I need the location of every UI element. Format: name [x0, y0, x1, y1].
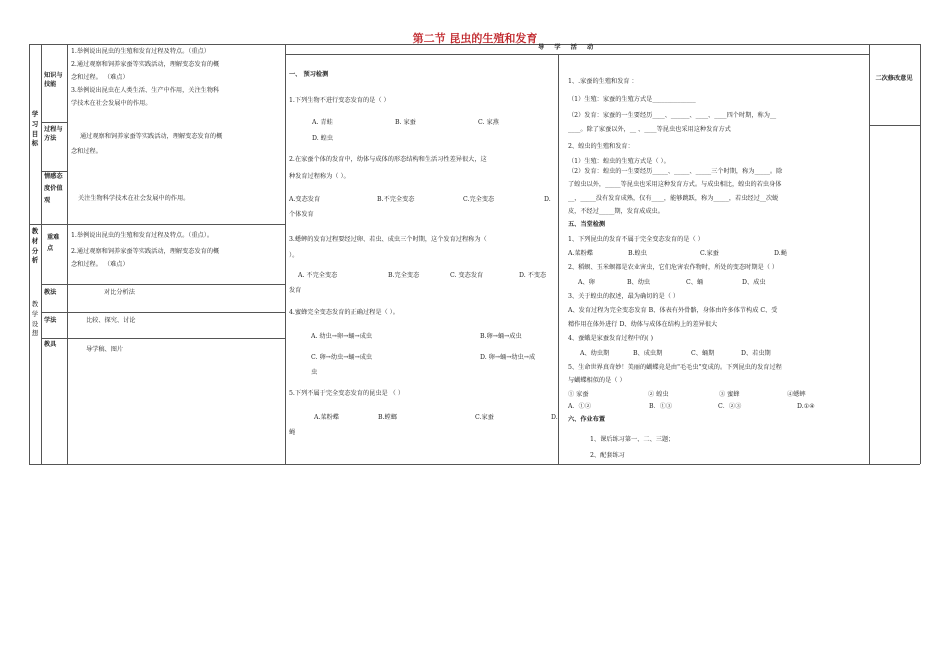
- r4-option: A、幼虫期: [580, 350, 610, 357]
- guocheng-line: 念和过程。: [71, 148, 102, 155]
- jiaofa-text: 对比分析法: [104, 289, 135, 296]
- q3-option: B.完全变态: [388, 272, 420, 279]
- q3-option: C. 变态发育: [450, 272, 484, 279]
- col-divider: [67, 44, 68, 464]
- q4-option-tail: 虫: [311, 369, 318, 376]
- qinggan-text: 关注生物科学技术在社会发展中的作用。: [78, 195, 190, 202]
- r1-option: A.菜粉蝶: [568, 250, 593, 257]
- q4-option: B.卵→蛹→成虫: [480, 333, 522, 340]
- section-zuoye: 六、作业布置: [568, 416, 606, 423]
- check-question-4: 4、蚕蛾是家蚕发育过程中的( ): [568, 335, 653, 342]
- row-divider: [869, 125, 920, 126]
- r2-option: B、幼虫: [627, 279, 651, 286]
- r2-option: C、蛹: [686, 279, 704, 286]
- question-2: 种发育过程称为（ ）。: [289, 173, 350, 180]
- label-guocheng: 过程与方法: [44, 126, 63, 142]
- zhishi-content: [71, 48, 219, 109]
- q1-option: C. 家燕: [478, 119, 499, 126]
- q4-option: A. 幼虫→卵→蛹→成虫: [311, 333, 373, 340]
- label-zhongnan: 重难点: [47, 234, 60, 253]
- r5-option: D.①④: [797, 403, 815, 410]
- fill-line: （1）生殖：蝗虫的生殖方式是（ ）。: [568, 158, 670, 165]
- label-jiaofa: 教法: [44, 289, 57, 296]
- zhongnan-line: 念和过程。 （难点）: [71, 261, 129, 268]
- check-question-5: 与蝴蝶相似的是（ ）: [568, 377, 626, 384]
- r5-item: ② 蝗虫: [648, 391, 669, 398]
- page-title: 第二节 昆虫的生殖和发育: [412, 32, 538, 45]
- q2-option: C.完全变态: [463, 196, 495, 203]
- section-dangtang: 五、当堂检测: [568, 221, 606, 228]
- row-divider: [30, 224, 285, 225]
- label-xuefa: 学法: [44, 317, 57, 324]
- fill-line: ____。除了家蚕以外，__ 、____等昆虫也采用这种发育方式: [568, 126, 731, 133]
- jiaoju-text: 导学稿、图片: [86, 346, 124, 353]
- r5-option: A．①②: [568, 403, 592, 410]
- xuefa-text: 比较、探究、讨论: [86, 317, 136, 324]
- q5-option: B.螳螂: [378, 414, 397, 421]
- zhishi-line: 2.通过观察和饲养家蚕等实践活动，理解变态发育的概: [71, 60, 220, 68]
- question-3: ）。: [289, 252, 299, 259]
- row-divider: [30, 44, 920, 45]
- check-question-5: 5、生命世界真奇妙！美丽的蝴蝶竟是由"毛毛虫"变成的。下列昆虫的发育过程: [568, 364, 782, 371]
- check-question-1: 1、下列昆虫的发育不属于完全变态发育的是（ ）: [568, 236, 704, 243]
- q1-option: A. 青蛙: [312, 119, 333, 126]
- r1-option: D.蝇: [774, 250, 787, 257]
- revision-notes-header: 二次修改意见: [875, 75, 913, 82]
- fill-line: 皮，不经过_____期，发育成成虫。: [568, 208, 664, 215]
- section-yuxi: 一、 预习检测: [289, 71, 329, 78]
- r5-item: ④蟋蟀: [787, 391, 806, 398]
- r5-option: B．①③: [649, 403, 673, 410]
- q2-option: D.: [544, 196, 551, 203]
- zhishi-line: 1.举例说出昆虫的生殖和发育过程及特点。（重点）: [71, 48, 210, 55]
- q5-option: C.家蚕: [475, 414, 494, 421]
- col-divider: [41, 44, 42, 464]
- zhongnan-line: 2.通过观察和饲养家蚕等实践活动，理解变态发育的概: [71, 248, 220, 255]
- label-jiaocai-fenxi: 教材分析: [31, 227, 39, 265]
- section-header-daoxue: 导 学 活 动: [538, 44, 598, 51]
- r4-option: B、成虫期: [633, 350, 663, 357]
- r5-option: C．②③: [718, 403, 742, 410]
- q1-option: D. 蝗虫: [312, 135, 334, 142]
- question-1: 1.下列生物不进行变态发育的是（ ）: [289, 97, 390, 104]
- q5-option: D.: [551, 414, 558, 421]
- r1-option: B.蝗虫: [628, 250, 647, 257]
- huangchong-heading: 2、蝗虫的生殖和发育：: [568, 143, 634, 150]
- label-qinggan: 情感态度价值观: [44, 173, 63, 204]
- label-jiaoju: 教具: [44, 341, 57, 348]
- r4-option: C、蛹期: [691, 350, 715, 357]
- fill-line: （2）发育：家蚕的一生要经历____、______、____、____四个时期，称为__: [568, 112, 777, 119]
- col-divider: [558, 54, 559, 464]
- row-divider: [41, 338, 285, 339]
- zhongnan-line: 1.举例说出昆虫的生殖和发育过程及特点。（重点）。: [71, 232, 214, 239]
- r3-line: 精作用在体外进行 D、幼体与成体在结构上的差异很大: [568, 321, 718, 328]
- q3-option: D. 不变态: [519, 272, 547, 279]
- zhishi-line: 念和过程。 （难点）: [71, 73, 129, 81]
- fill-line: （2）发育：蝗虫的一生要经历_____、_____、_____三个时期，称为_____。除: [568, 168, 783, 175]
- question-4: 4.蜜蜂完全变态发育的正确过程是（ ）。: [289, 309, 399, 316]
- check-question-2: 2、稻螟、玉米螟都是农业害虫，它们危害农作物时，所处的变态时期是（ ）: [568, 264, 779, 271]
- r5-item: ① 家蚕: [568, 391, 589, 398]
- r2-option: A、卵: [578, 279, 595, 286]
- label-jiaoxue-shexiang: 教学设想: [31, 300, 39, 338]
- q4-option: D. 卵→蛹→幼虫→成: [480, 354, 536, 361]
- r1-option: C.家蚕: [700, 250, 719, 257]
- r2-option: D、成虫: [742, 279, 766, 286]
- q4-option: C. 卵→幼虫→蛹→成虫: [311, 354, 373, 361]
- homework-line: 2、配套练习: [590, 452, 625, 459]
- r4-option: D、若虫期: [741, 350, 771, 357]
- r3-line: A、发育过程为完全变态发育 B、体表有外骨骼，身体由许多体节构成 C、受: [568, 307, 778, 314]
- label-zhishi: 知识与技能: [44, 72, 63, 88]
- zhishi-line: 学技术在社会发展中的作用。: [71, 99, 152, 107]
- col-divider: [869, 44, 870, 464]
- question-2: 2.在家蚕个体的发育中，幼体与成体的形态结构和生活习性差异很大，这: [289, 156, 487, 163]
- question-5: 5.下列不属于完全变态发育的昆虫是 （ ）: [289, 390, 405, 397]
- fill-line: __，_____没有发育成熟，仅有____，能够跳跃，称为_____，若虫经过__次蜕: [568, 195, 779, 202]
- guocheng-line: 通过观察和饲养家蚕等实践活动，理解变态发育的概: [80, 133, 223, 140]
- q5-option: A.菜粉蝶: [314, 414, 339, 421]
- col-divider: [285, 44, 286, 464]
- fill-line: （1）生殖：家蚕的生殖方式是______________: [568, 96, 696, 103]
- question-3: 3.蟋蟀的发育过程要经过卵、若虫、成虫三个时期，这个发育过程称为（: [289, 236, 487, 243]
- row-divider: [285, 54, 869, 55]
- col-divider: [920, 44, 921, 464]
- q5-option-tail: 蝇: [289, 429, 296, 436]
- q2-option-tail: 个体发育: [289, 211, 314, 218]
- row-divider: [41, 122, 67, 123]
- q2-option: B.不完全变态: [377, 196, 415, 203]
- q3-option-tail: 发育: [289, 287, 302, 294]
- jiacan-heading: 1、.家蚕的生殖和发育 ：: [568, 78, 638, 85]
- label-xuexi-mubiao: 学习目标: [31, 110, 39, 148]
- row-divider: [41, 284, 285, 285]
- check-question-3: 3、关于蝗虫的叙述，最为确切的是（ ）: [568, 293, 680, 300]
- homework-line: 1、课后练习第一、二、三题；: [590, 436, 675, 443]
- r5-item: ③ 蜜蜂: [719, 391, 740, 398]
- fill-line: 了蝗虫以外，_____等昆虫也采用这种发育方式。与成虫相比，蝗虫的若虫身体: [568, 181, 782, 188]
- zhishi-line: 3.举例说出昆虫在人类生活、生产中作用，关注生物科: [71, 86, 220, 94]
- q2-option: A.变态发育: [289, 196, 321, 203]
- q1-option: B. 家蚕: [395, 119, 416, 126]
- q3-option: A. 不完全变态: [298, 272, 338, 279]
- row-divider: [41, 312, 285, 313]
